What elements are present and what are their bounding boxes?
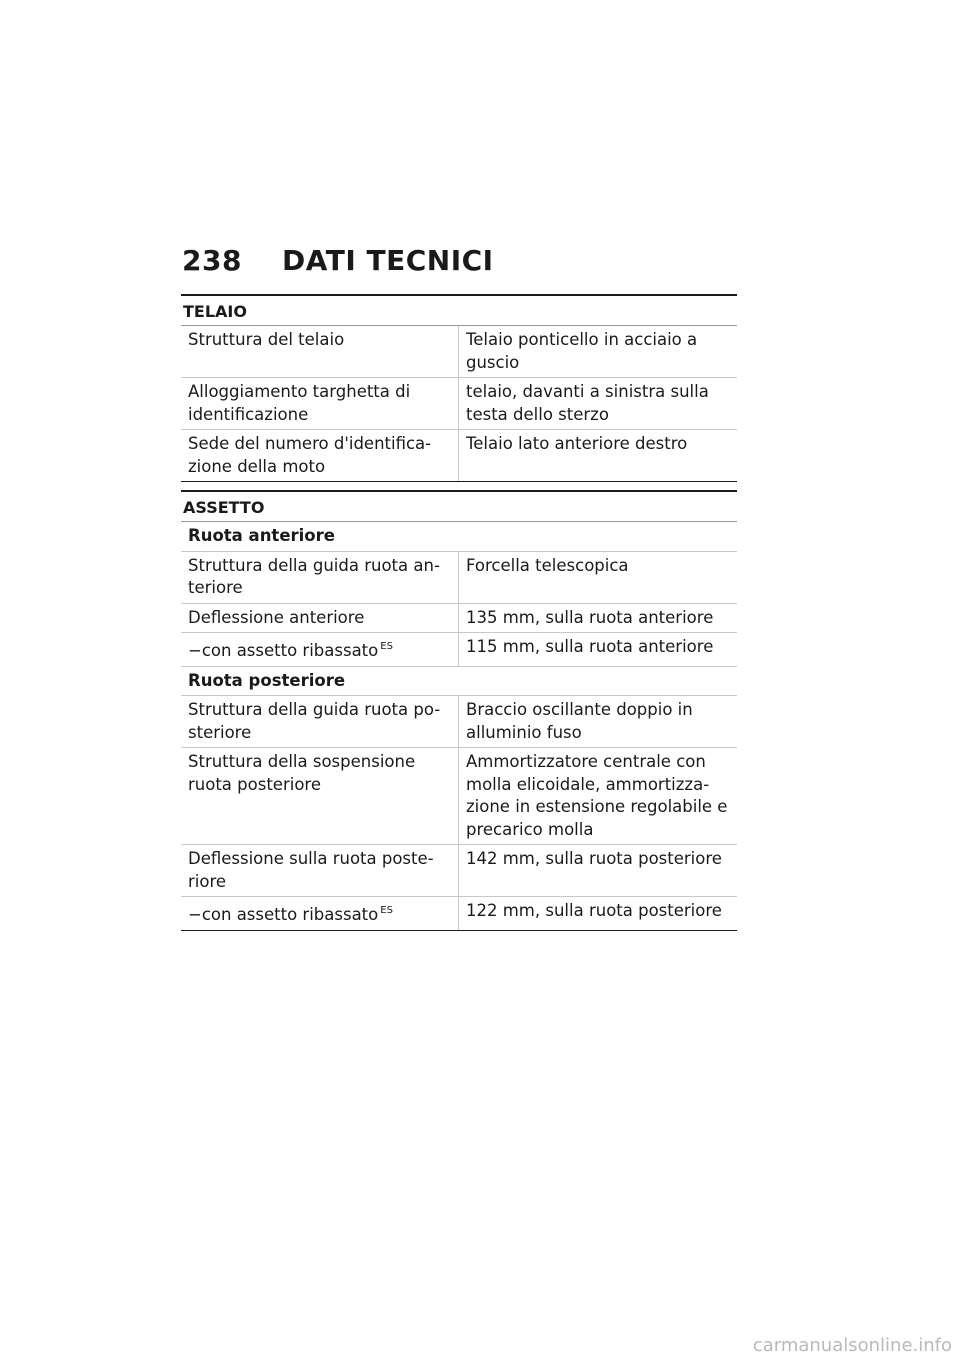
option-superscript: ES: [380, 905, 393, 916]
row-label: [181, 897, 459, 931]
table-row: [181, 378, 737, 430]
page-number: 238: [182, 244, 242, 277]
table-row: [181, 603, 737, 633]
row-value: 115 mm, sulla ruota anteriore: [459, 633, 738, 667]
row-value: Telaio ponticello in acciaio a guscio: [459, 326, 738, 378]
row-label: Struttura del telaio: [181, 326, 459, 378]
row-label-text: −con assetto ribassato: [188, 905, 379, 924]
row-label: Struttura della guida ruota an-teriore: [181, 551, 459, 603]
row-value: 135 mm, sulla ruota anteriore: [459, 603, 738, 633]
table-row: [181, 551, 737, 603]
row-value: Forcella telescopica: [459, 551, 738, 603]
table-row: [181, 897, 737, 931]
subsection-header: [181, 522, 737, 551]
section-telaio: [181, 294, 737, 482]
row-label: Deflessione sulla ruota poste-riore: [181, 845, 459, 897]
row-label: Deflessione anteriore: [181, 603, 459, 633]
watermark-brand: carmanualsonline.info: [752, 1335, 952, 1356]
section-title: ASSETTO: [181, 490, 737, 522]
row-value: Braccio oscillante doppio in alluminio fuso: [459, 696, 738, 748]
row-label: Struttura della sospensione ruota posteriore: [181, 748, 459, 845]
subsection-title: Ruota posteriore: [181, 666, 737, 696]
row-label: Struttura della guida ruota po-steriore: [181, 696, 459, 748]
row-label-text: −con assetto ribassato: [188, 641, 379, 660]
page-header: [182, 244, 494, 277]
assetto-table: [181, 522, 737, 931]
row-value: 122 mm, sulla ruota posteriore: [459, 897, 738, 931]
section-title: TELAIO: [181, 294, 737, 326]
row-value: 142 mm, sulla ruota posteriore: [459, 845, 738, 897]
table-row: [181, 633, 737, 667]
telaio-table: [181, 326, 737, 482]
row-value: Telaio lato anteriore destro: [459, 430, 738, 482]
row-value: Ammortizzatore centrale con molla elicoidale, ammortizza-zione in estensione regolabile e precarico molla: [459, 748, 738, 845]
option-superscript: ES: [380, 641, 393, 652]
table-row: [181, 696, 737, 748]
table-row: [181, 748, 737, 845]
row-label: Sede del numero d'identifica-zione della moto: [181, 430, 459, 482]
row-label: Alloggiamento targhetta di identificazione: [181, 378, 459, 430]
subsection-header: [181, 666, 737, 696]
table-row: [181, 845, 737, 897]
row-value: telaio, davanti a sinistra sulla testa dello sterzo: [459, 378, 738, 430]
chapter-title: DATI TECNICI: [282, 244, 494, 277]
section-assetto: [181, 490, 737, 931]
subsection-title: Ruota anteriore: [181, 522, 737, 551]
table-row: [181, 326, 737, 378]
row-label: [181, 633, 459, 667]
table-row: [181, 430, 737, 482]
